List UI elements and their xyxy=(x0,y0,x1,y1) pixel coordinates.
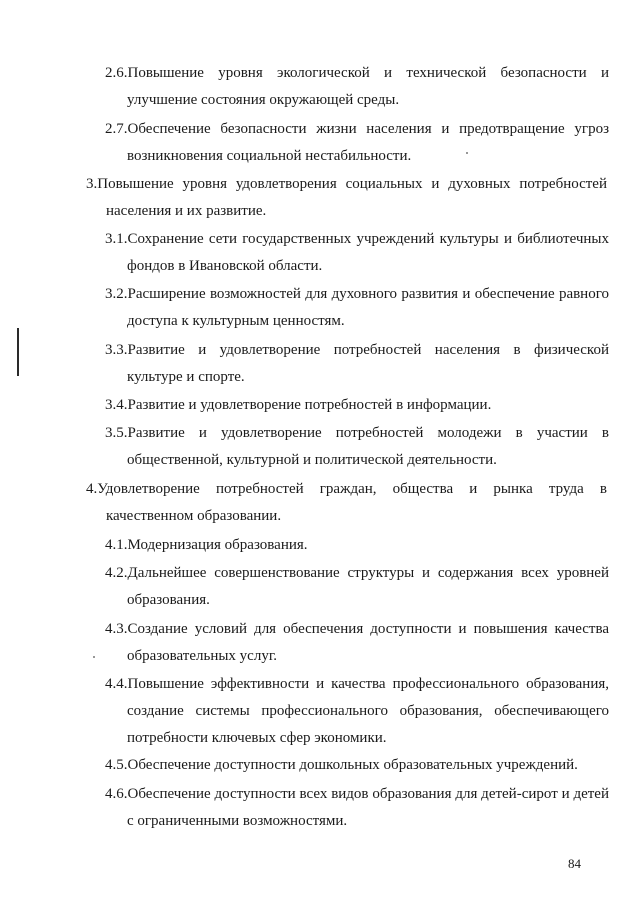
item-number: 4.4. xyxy=(105,676,128,692)
list-item-3 xyxy=(86,171,607,225)
margin-line-mark xyxy=(17,328,19,376)
list-item-4 xyxy=(86,476,607,530)
page-number: 84 xyxy=(568,856,581,871)
list-item-4-5 xyxy=(105,752,609,779)
item-number: 4.2. xyxy=(105,565,128,581)
item-text: Обеспечение безопасности жизни населения и предотвращение угроз возникновения социальной нестабильности. xyxy=(127,121,609,164)
item-number: 4.1. xyxy=(105,537,128,553)
list-item-3-5 xyxy=(105,420,609,474)
item-text: Расширение возможностей для духовного развития и обеспечение равного доступа к культурным ценностям. xyxy=(127,286,609,329)
item-text: Сохранение сети государственных учреждений культуры и библиотечных фондов в Ивановской области. xyxy=(127,231,609,274)
item-text: Повышение уровня удовлетворения социальных и духовных потребностей населения и их развитие. xyxy=(97,176,607,219)
list-item-4-3 xyxy=(105,616,609,670)
list-item-3-1 xyxy=(105,226,609,280)
list-item-2-7 xyxy=(105,116,609,170)
item-text: Развитие и удовлетворение потребностей в информации. xyxy=(127,397,492,413)
item-number: 4.3. xyxy=(105,621,128,637)
item-number: 2.6. xyxy=(105,65,128,81)
list-item-4-4 xyxy=(105,671,609,752)
list-item-4-6 xyxy=(105,781,609,835)
item-number: 3.2. xyxy=(105,286,128,302)
item-text: Развитие и удовлетворение потребностей населения в физической культуре и спорте. xyxy=(127,342,609,385)
item-number: 4.6. xyxy=(105,786,128,802)
item-text: Обеспечение доступности дошкольных образовательных учреждений. xyxy=(127,757,578,773)
scan-speck xyxy=(93,656,95,658)
item-number: 4. xyxy=(86,481,98,497)
item-number: 3. xyxy=(86,176,98,192)
item-text: Обеспечение доступности всех видов образования для детей-сирот и детей с ограниченными возможностями. xyxy=(127,786,609,829)
item-number: 3.4. xyxy=(105,397,128,413)
list-item-4-2 xyxy=(105,560,609,614)
item-text: Удовлетворение потребностей граждан, общества и рынка труда в качественном образовании. xyxy=(97,481,607,524)
item-number: 3.1. xyxy=(105,231,128,247)
item-number: 4.5. xyxy=(105,757,128,773)
item-text: Создание условий для обеспечения доступности и повышения качества образовательных услуг. xyxy=(127,621,609,664)
item-text: Развитие и удовлетворение потребностей молодежи в участии в общественной, культурной и политической деятельности. xyxy=(127,425,609,468)
list-item-3-2 xyxy=(105,281,609,335)
item-number: 3.5. xyxy=(105,425,128,441)
item-text: Повышение уровня экологической и технической безопасности и улучшение состояния окружающей среды. xyxy=(127,65,609,108)
item-text: Повышение эффективности и качества профессионального образования, создание системы профессионального образования, обеспечивающего потребности ключевых сфер экономики. xyxy=(127,676,609,746)
item-text: Модернизация образования. xyxy=(127,537,308,553)
item-number: 2.7. xyxy=(105,121,128,137)
list-item-2-6 xyxy=(105,60,609,114)
list-item-4-1 xyxy=(105,532,609,559)
list-item-3-3 xyxy=(105,337,609,391)
item-number: 3.3. xyxy=(105,342,128,358)
list-item-3-4 xyxy=(105,392,609,419)
item-text: Дальнейшее совершенствование структуры и содержания всех уровней образования. xyxy=(127,565,609,608)
